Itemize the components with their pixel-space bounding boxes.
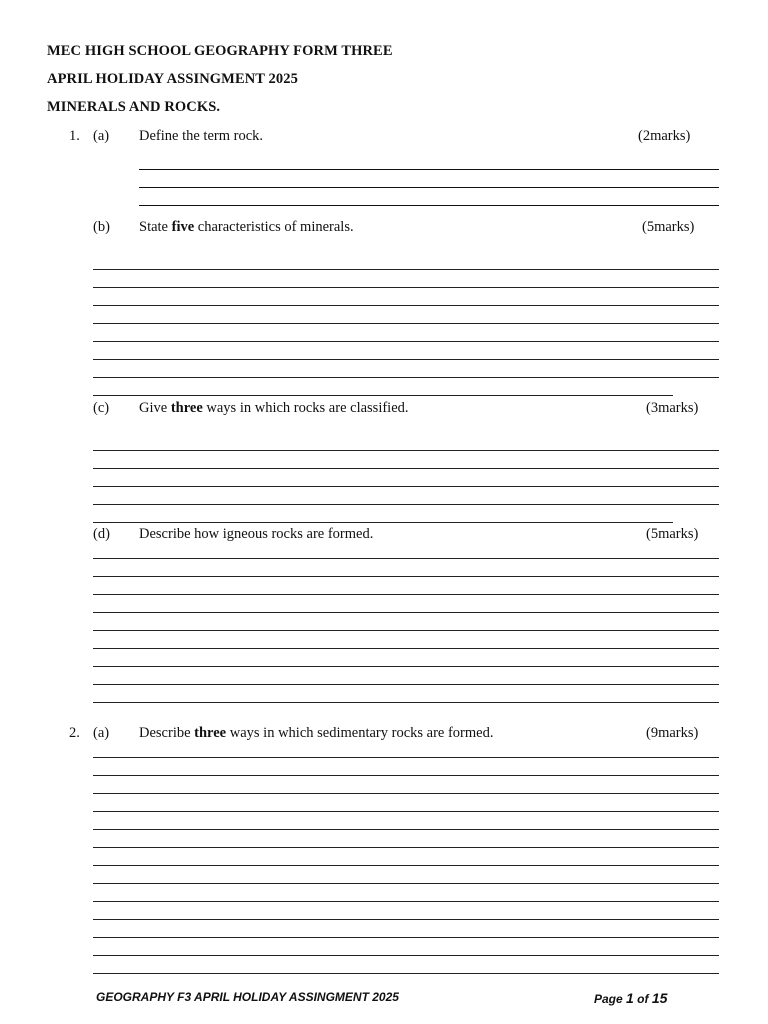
question-2a-label: (a) (93, 725, 110, 741)
answer-line (93, 612, 719, 613)
answer-line (93, 919, 719, 920)
answer-line (93, 648, 719, 649)
question-1b-text: State five characteristics of minerals. (139, 219, 354, 235)
answer-line (93, 522, 673, 523)
footer-title: GEOGRAPHY F3 APRIL HOLIDAY ASSINGMENT 2025 (96, 990, 399, 1004)
answer-line (139, 205, 719, 206)
answer-line (93, 377, 719, 378)
answer-line (93, 684, 719, 685)
answer-line (93, 504, 719, 505)
answer-line (93, 323, 719, 324)
header-assignment-title: APRIL HOLIDAY ASSINGMENT 2025 (47, 71, 298, 87)
answer-line (93, 395, 673, 396)
answer-line (93, 883, 719, 884)
answer-line (93, 287, 719, 288)
header-topic-title: MINERALS AND ROCKS. (47, 99, 221, 115)
answer-line (93, 305, 719, 306)
answer-line (139, 187, 719, 188)
header-school-title: MEC HIGH SCHOOL GEOGRAPHY FORM THREE (47, 43, 393, 59)
question-1a-label: (a) (93, 128, 110, 144)
answer-line (93, 757, 719, 758)
answer-line (93, 269, 719, 270)
answer-line (93, 775, 719, 776)
footer-page-number: Page 1 of 15 (594, 990, 668, 1006)
answer-line (93, 468, 719, 469)
question-1d-marks: (5marks) (646, 526, 699, 542)
answer-line (93, 973, 719, 974)
answer-line (93, 450, 719, 451)
question-1a-text: Define the term rock. (139, 128, 264, 144)
answer-line (93, 576, 719, 577)
answer-line (93, 702, 719, 703)
answer-line (93, 865, 719, 866)
answer-line (93, 811, 719, 812)
answer-line (93, 829, 719, 830)
answer-line (93, 847, 719, 848)
answer-line (139, 169, 719, 170)
answer-line (93, 937, 719, 938)
question-1c-label: (c) (93, 400, 110, 416)
question-2-number: 2. (69, 725, 80, 741)
answer-line (93, 486, 719, 487)
question-1d-text: Describe how igneous rocks are formed. (139, 526, 374, 542)
answer-line (93, 558, 719, 559)
answer-line (93, 630, 719, 631)
answer-line (93, 666, 719, 667)
question-1c-marks: (3marks) (646, 400, 699, 416)
answer-line (93, 359, 719, 360)
question-1c-text: Give three ways in which rocks are classified. (139, 400, 409, 416)
answer-line (93, 594, 719, 595)
answer-line (93, 955, 719, 956)
question-1a-marks: (2marks) (638, 128, 691, 144)
answer-line (93, 341, 719, 342)
question-2a-text: Describe three ways in which sedimentary rocks are formed. (139, 725, 494, 741)
question-1b-label: (b) (93, 219, 110, 235)
question-1b-marks: (5marks) (642, 219, 695, 235)
question-1d-label: (d) (93, 526, 110, 542)
answer-line (93, 901, 719, 902)
question-2a-marks: (9marks) (646, 725, 699, 741)
question-1-number: 1. (69, 128, 80, 144)
answer-line (93, 793, 719, 794)
